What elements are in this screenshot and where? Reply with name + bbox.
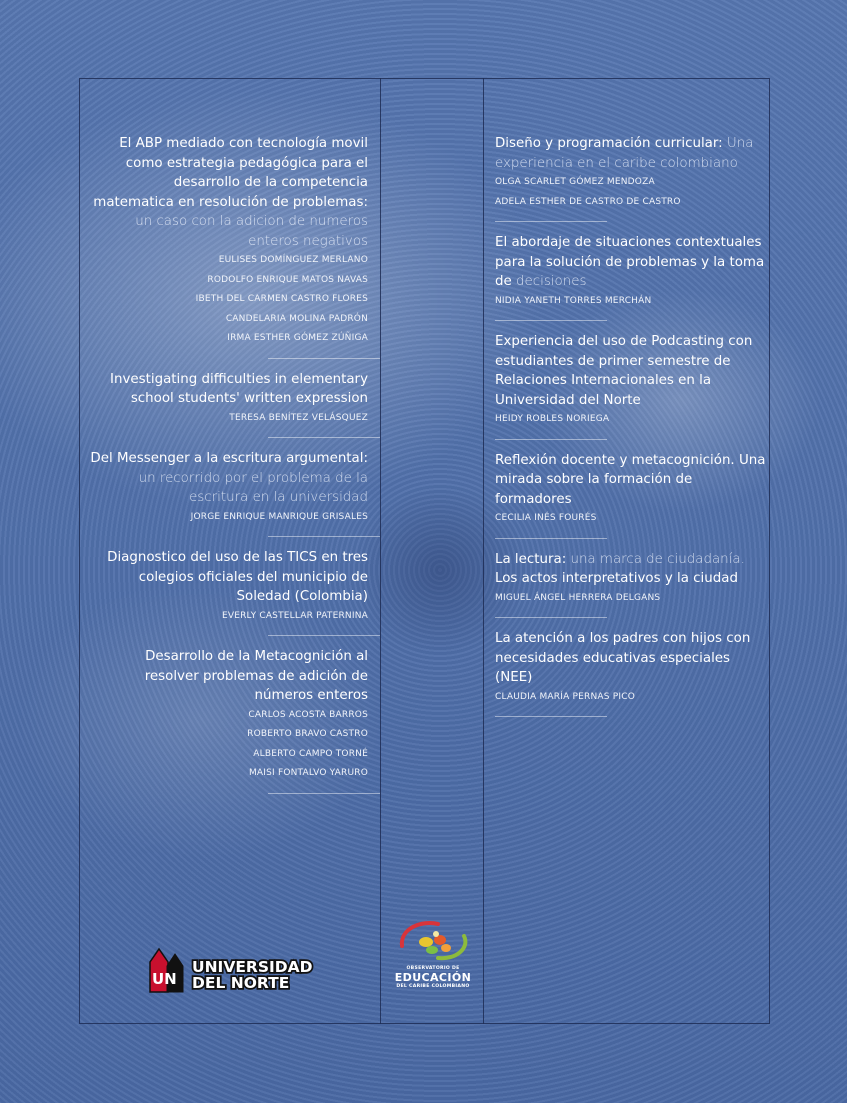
observatorio-logo (392, 918, 474, 1002)
article-title-subtitle: un recorrido por el problema de la escritura en la universidad (138, 470, 368, 505)
article-title (90, 449, 368, 508)
article-author: EVERLY CASTELLAR PATERNINA (221, 610, 368, 621)
article-entry (495, 332, 770, 440)
un-line1: UNIVERSIDAD (192, 958, 313, 976)
article-title-continuation: Los actos interpretativos y la ciudad (495, 571, 738, 586)
article-title (495, 629, 770, 688)
article-author: CLAUDIA MARÍA PERNAS PICO (495, 691, 635, 702)
article-entry (90, 548, 368, 636)
article-title (495, 332, 770, 410)
article-author: IRMA ESTHER GÓMEZ ZÚÑIGA (227, 333, 368, 343)
article-title-main: Desarrollo de la Metacognición al resolver problemas de adición de números enteros (144, 649, 368, 703)
right-column (495, 134, 770, 728)
article-author: MIGUEL ÁNGEL HERRERA DELGANS (495, 592, 661, 603)
left-column (90, 134, 368, 805)
article-title-main: Reflexión docente y metacognición. Una mirada sobre la formación de formadores (495, 452, 766, 507)
article-title-subtitle: decisiones (511, 274, 587, 289)
un-line2: DEL NORTE (192, 974, 290, 992)
observatorio-line3: DEL CARIBE COLOMBIANO (396, 984, 470, 989)
article-author: CARLOS ACOSTA BARROS (248, 709, 368, 720)
article-author: NIDIA YANETH TORRES MERCHÁN (495, 295, 652, 306)
observatorio-line1: OBSERVATORIO DE (406, 966, 460, 971)
article-author: CANDELARIA MOLINA PADRÓN (225, 313, 368, 324)
article-title (495, 550, 770, 589)
column-divider-right (483, 78, 484, 1024)
article-entry (495, 550, 770, 619)
article-author: HEIDY ROBLES NORIEGA (495, 414, 610, 424)
article-entry (90, 449, 368, 537)
article-author: ROBERTO BRAVO CASTRO (247, 729, 368, 739)
article-author: TERESA BENÍTEZ VELÁSQUEZ (229, 412, 368, 423)
article-author: IBETH DEL CARMEN CASTRO FLORES (195, 294, 368, 304)
article-author: CECILIA INÉS FOURÉS (495, 513, 597, 523)
article-entry (90, 370, 368, 439)
column-divider-left (380, 78, 381, 1024)
article-entry (90, 134, 368, 359)
article-title-main: La atención a los padres con hijos con necesidades educativas especiales (NEE) (495, 631, 751, 685)
article-author: JORGE ENRIQUE MANRIQUE GRISALES (190, 511, 368, 522)
article-title-main: El abordaje de situaciones contextuales para la solución de problemas y la toma de (495, 235, 765, 289)
article-title (495, 233, 770, 292)
article-author: ADELA ESTHER DE CASTRO DE CASTRO (495, 196, 681, 207)
article-entry (495, 451, 770, 539)
article-author: OLGA SCARLET GÓMEZ MENDOZA (495, 177, 655, 187)
article-title (495, 451, 770, 510)
article-author: ALBERTO CAMPO TORNÉ (253, 748, 368, 759)
observatorio-line2: EDUCACIÓN (394, 971, 472, 984)
article-entry (495, 233, 770, 321)
article-title-subtitle: Una experiencia en el caribe colombiano (495, 136, 754, 171)
article-title (90, 370, 368, 409)
article-entry (495, 629, 770, 717)
article-title-main: El ABP mediado con tecnología movil como estrategia pedagógica para el desarrollo de la competencia matematica en resolución de problemas: (93, 136, 368, 210)
observatorio-emblem-icon (392, 918, 474, 962)
universidad-del-norte-logo (148, 946, 320, 996)
article-title (495, 134, 770, 173)
un-logo-icon (148, 946, 320, 996)
article-author: MAISI FONTALVO YARURO (248, 768, 368, 778)
article-title (90, 134, 368, 251)
article-title (90, 647, 368, 706)
article-title-main: Experiencia del uso de Podcasting con estudiantes de primer semestre de Relaciones Internacionales en la Universidad del Norte (495, 334, 753, 408)
article-entry (495, 134, 770, 222)
article-title-subtitle: un caso con la adicion de numeros enteros negativos (135, 214, 368, 249)
article-title-subtitle: una marca de ciudadanía. (566, 551, 745, 567)
article-title-main: Del Messenger a la escritura argumental: (90, 451, 368, 466)
article-author: EULISES DOMÍNGUEZ MERLANO (218, 255, 368, 265)
un-mark: UN (152, 970, 177, 988)
article-entry (90, 647, 368, 794)
article-title-main: La lectura: (495, 551, 567, 567)
article-title-main: Investigating difficulties in elementary school students' written expression (110, 371, 368, 406)
article-title-main: Diseño y programación curricular: (495, 136, 723, 151)
article-author: RODOLFO ENRIQUE MATOS NAVAS (207, 274, 368, 285)
article-title-main: Diagnostico del uso de las TICS en tres colegios oficiales del municipio de Soledad (Colombia) (107, 550, 368, 604)
article-title (90, 548, 368, 607)
